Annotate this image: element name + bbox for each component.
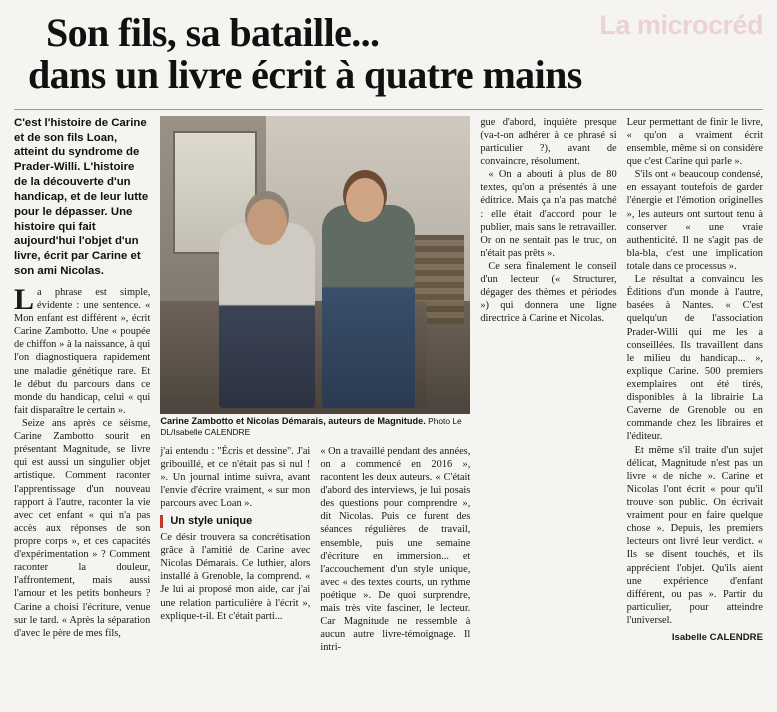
- col2-paragraph-1: j'ai entendu : "Écris et dessine". J'ai gribouillé, et ce n'était pas si nul ! ». Un journal intime suivra, avant l'envie d'écrire vraiment, « sur mon parcours avec Loan ».: [160, 445, 311, 510]
- photo-person-man: [219, 223, 315, 408]
- headline-line-2: dans un livre écrit à quatre mains: [28, 52, 582, 98]
- column-3: [320, 445, 470, 655]
- col1-paragraph-2: Seize ans après ce séisme, Carine Zambotto sourit en présentant Magnitude, se livre qui est aussi un singulier objet artistique. Comment raconter l'apprentissage d'un nouveau rapport à l'autre, raconter la vie avec cet enfant « qui n'a pas accès aux réponses de son propre corps », et ces capacités d'expérimentation » ? Comment raconter la douleur, l'affrontement, mais aussi l'amour et les petits bonheurs ? Carine a choisi l'écriture, venue sur le tard. « Après la séparation d'avec le père de mes fils,: [14, 417, 151, 639]
- article-columns: [14, 116, 763, 686]
- col4-paragraph-3: Ce sera finalement le conseil d'un lecteur (« Structurer, dégager des thèmes et périodes ») qui donnera une ligne directrice à Carine et Nicolas.: [480, 260, 617, 325]
- photo-carine-nicolas: [160, 116, 470, 414]
- photo-person-woman: [322, 205, 415, 408]
- subheading-style-unique: Un style unique: [160, 515, 310, 528]
- byline: Isabelle CALENDRE: [671, 632, 763, 644]
- background-bleed-text: La microcréd: [599, 10, 763, 40]
- headline-line-1: Son fils, sa bataille...: [46, 10, 380, 55]
- column-4: [480, 116, 616, 686]
- divider: [14, 109, 763, 110]
- col5-paragraph-4: Et même s'il traite d'un sujet délicat, Magnitude n'est pas un livre « de niche ». Carine et Nicolas l'ont écrit « pour qu'il trouve son public. On écrivait vraiment pour en faire quelque chose ». Depuis, les premiers lecteurs ont livré leur verdict. « Ils se disent touchés, et ils apprécient l'objet. Qu'ils aient une expérience d'enfant différent, ou pas ». Partir du particulier, pour atteindre l'universel.: [626, 444, 763, 626]
- col5-paragraph-1: Leur permettant de finir le livre, « qu'on a vraiment écrit ensemble, même si on considère que c'est Carine qui parle ».: [626, 116, 763, 168]
- col4-paragraph-2: « On a abouti à plus de 80 textes, qu'on a présentés à une éditrice. Mais ça n'a pas matché : elle était d'accord pour le publier, mais sans le retravailler. Or on ne sentait pas le truc, on n'était pas prêts ».: [480, 169, 617, 259]
- photo-credit: Photo Le DL/Isabelle CALENDRE: [160, 415, 462, 438]
- col5-paragraph-3: Le résultat a convaincu les Éditions d'un monde à l'autre, basées à Nantes. « C'est quelqu'un de l'association Prader-Willi qui me les a conseillées. Ils travaillent dans le milieu du handicap... », explique Carine. 500 premiers exemplaires ont été tirés, disponibles à la librairie La Caverne de Grenoble ou en commande chez les libraires et l'éditeur.: [626, 274, 763, 443]
- column-2: [160, 445, 310, 655]
- standfirst: C'est l'histoire de Carine et de son fils Loan, atteint du syndrome de Prader-Willi. L'histoire de la découverte d'un handicap, et de leur lutte pour le dépasser. Une histoire qui fait aujourd'hui l'objet d'un livre, écrit par Carine et son ami Nicolas.: [14, 116, 149, 278]
- column-5: [627, 116, 763, 686]
- middle-subcolumns: [160, 445, 470, 655]
- column-1: [14, 116, 150, 686]
- photo-caption-text: Carine Zambotto et Nicolas Démarais, auteurs de Magnitude.: [160, 415, 426, 426]
- page-title: [14, 12, 763, 97]
- column-middle: [160, 116, 470, 686]
- col1-paragraph-1: La phrase est simple, évidente : une sentence. « Mon enfant est différent », écrit Carine Zambotto. Une « poupée de chiffon » à la naissance, à qui l'on diagnostiquera rapidement une maladie génétique rare. Et le début du parcours dans ce monde du handicap, celui « qui fait disparaître le certain ».: [14, 282, 151, 416]
- col3-paragraph-1: « On a travaillé pendant des années, on a commencé en 2016 », racontent les deux auteurs. « C'était d'abord des interviews, je lui posais des questions pour comprendre », dit Nicolas. Puis ce furent des séances régulières de travail, ensemble, puis une semaine d'écriture en immersion... et l'accouchement d'un style unique, avec « des textes courts, un rythme poétique ». De quoi surprendre, mais très vite fasciner, le lecteur. Car Magnitude ne ressemble à aucun autre livre-témoignage. Il intri-: [320, 445, 471, 654]
- photo-block: [160, 116, 470, 439]
- col2-paragraph-2: Ce désir trouvera sa concrétisation grâce à l'amitié de Carine avec Nicolas Démarais. Ce luthier, alors installé à Grenoble, la comprend. « Je lui ai proposé mon aide, car j'ai une relation particulière à l'écrit », explique-t-il. Et c'était parti...: [160, 531, 311, 622]
- col5-paragraph-2: S'ils ont « beaucoup condensé, en essayant toutefois de garder l'énergie et l'émotion originelles », les auteurs ont surtout tenu à conserver « une vraie authenticité. Il ne s'agit pas de bla-bla, c'est une implication totale dans ce processus ».: [626, 169, 763, 272]
- photo-caption: [160, 416, 470, 439]
- col4-paragraph-1: gue d'abord, inquiète presque (va-t-on adhérer à ce phrasé si particulier ?), avant de convaincre, résolument.: [480, 116, 617, 168]
